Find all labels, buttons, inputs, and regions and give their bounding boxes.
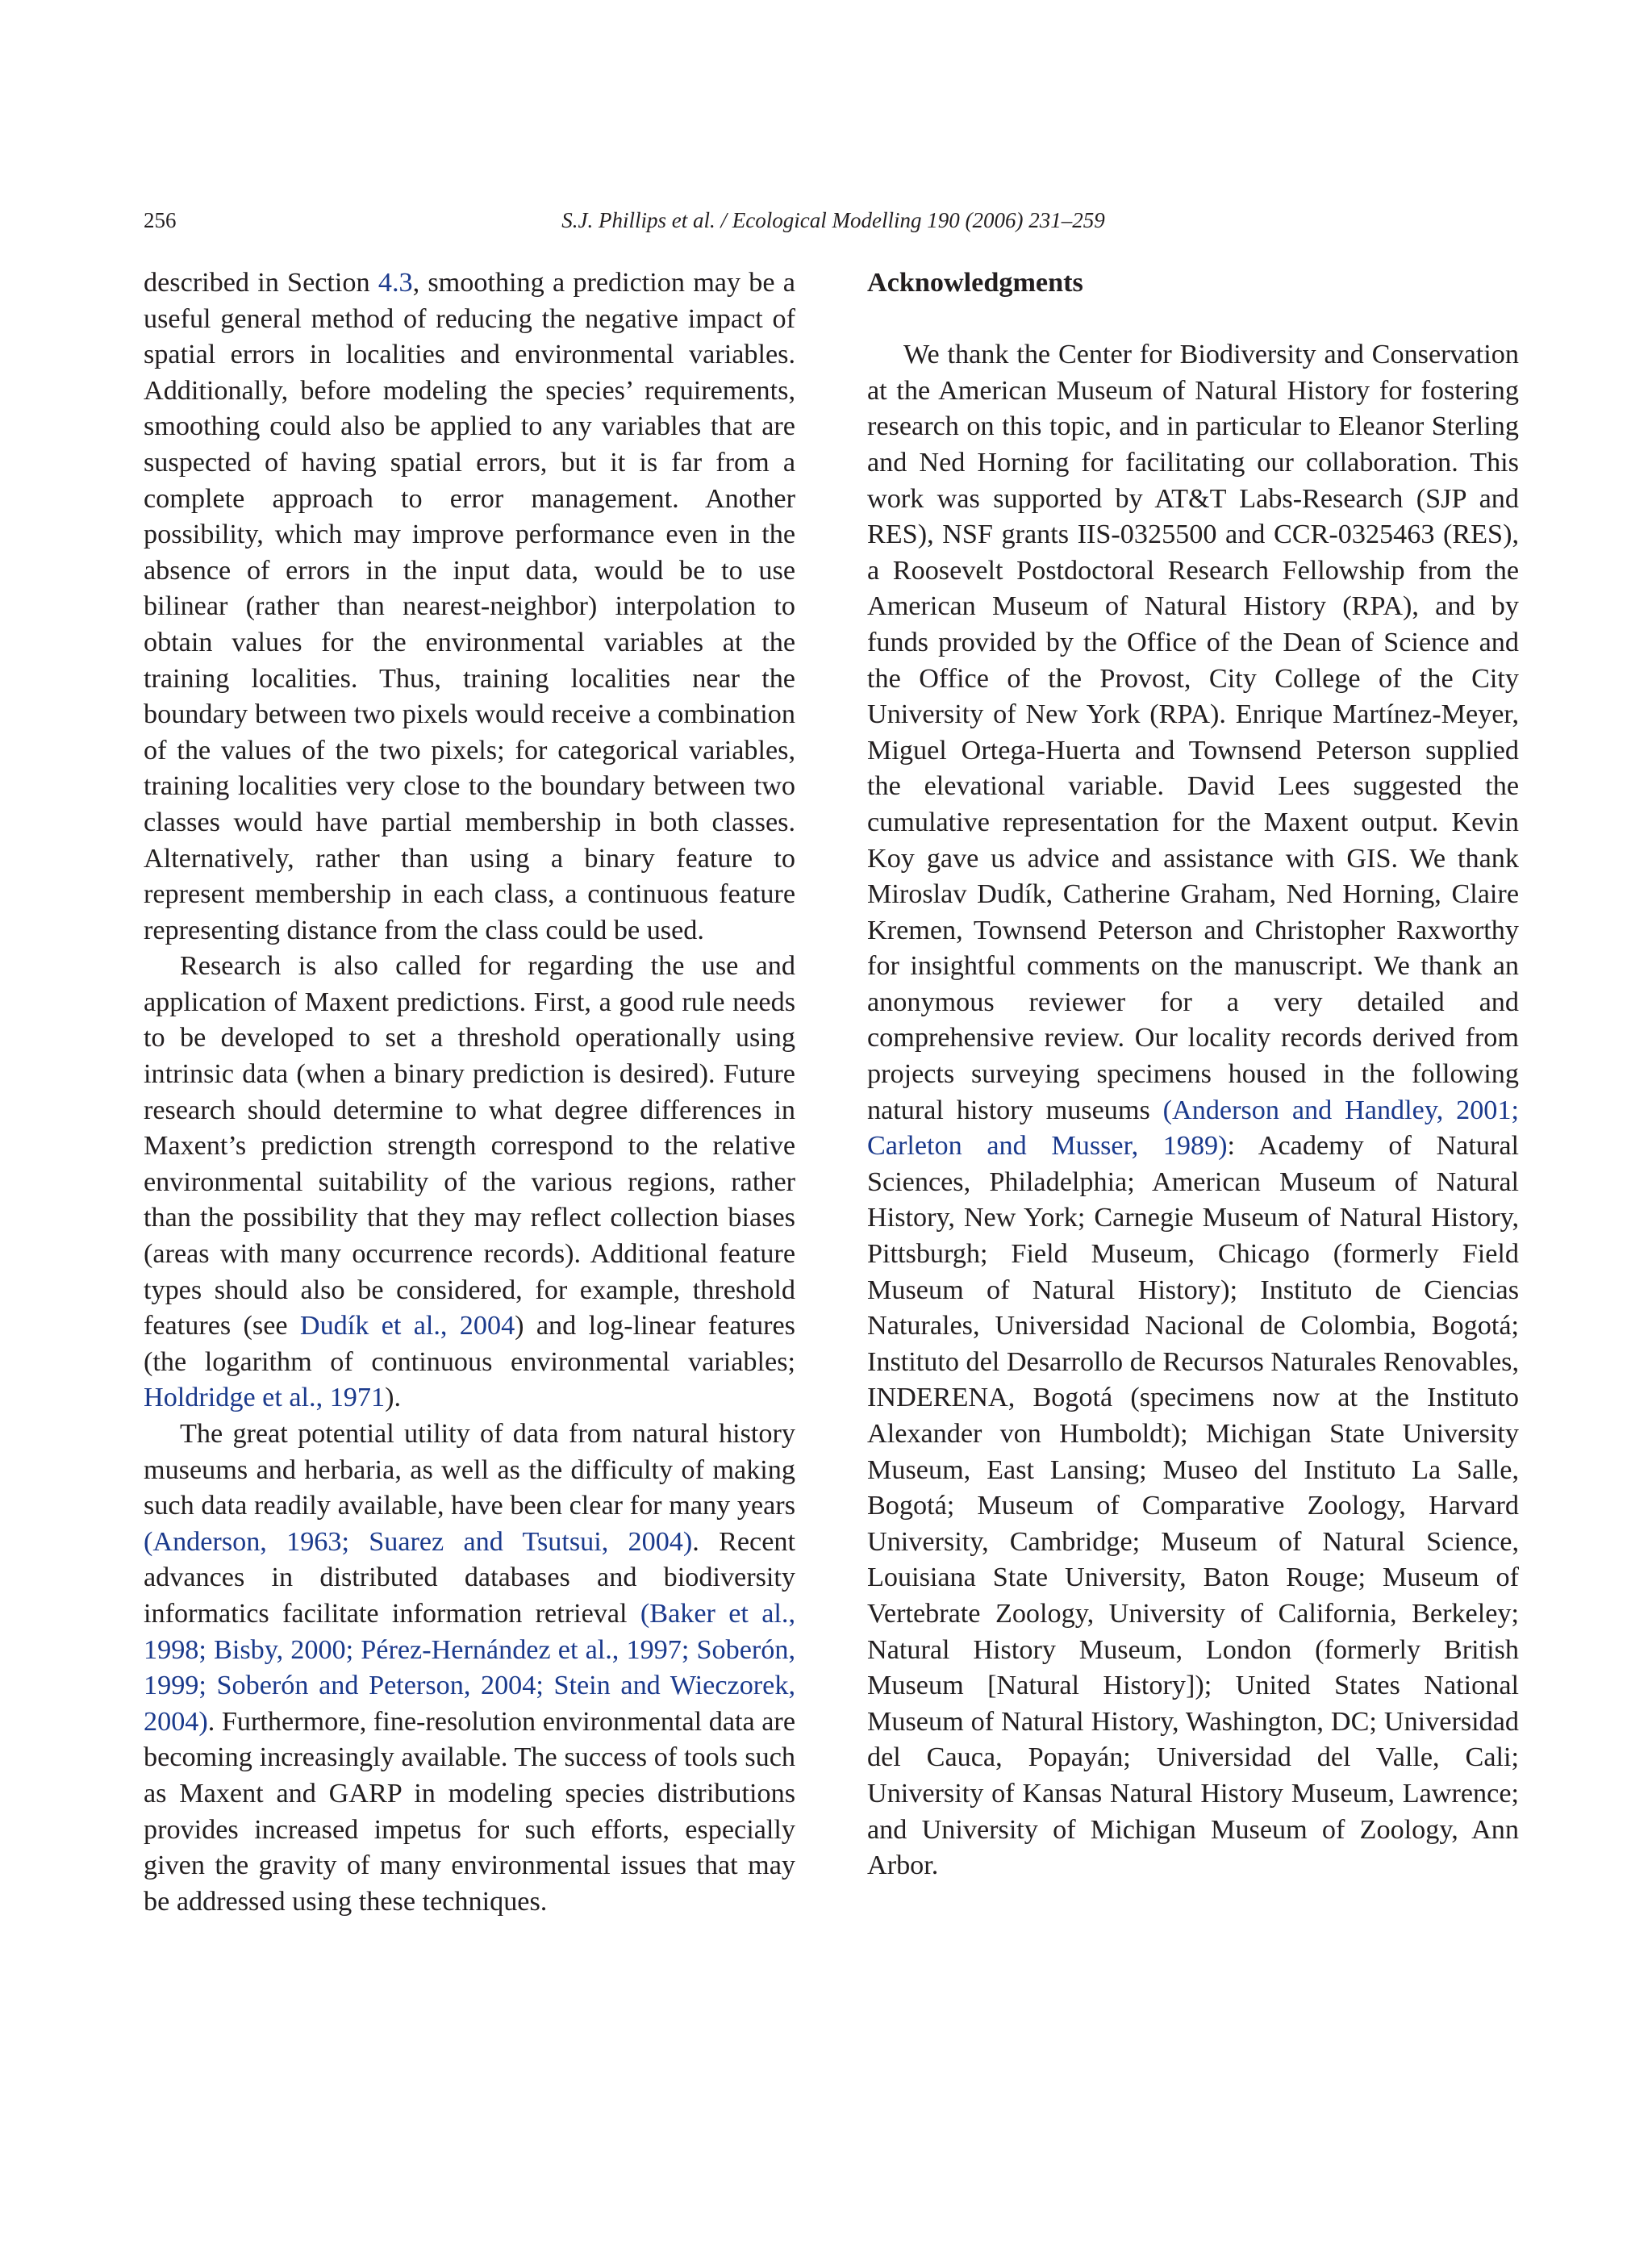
text: . Recent advances in distributed databases and biodiversity informatics facilitate information retrieval <box>144 1526 796 1629</box>
text: ). <box>385 1383 402 1413</box>
citation-link[interactable]: Dudík et al., 2004 <box>299 1311 515 1341</box>
citation-link[interactable]: (Anderson, 1963; Suarez and Tsutsui, 2004) <box>144 1526 693 1557</box>
left-paragraph-3 <box>144 1416 795 1920</box>
left-paragraph-1 <box>144 265 795 949</box>
citation-link[interactable]: (Anderson and Handley, 2001; Carleton and Musser, 1989) <box>867 1095 1519 1162</box>
text: We thank the Center for Biodiversity and Conservation at the American Museum of Natural History for fostering research on this topic, and in particular to Eleanor Sterling and Ned Horning for facilitating our collaboration. This work was supported by AT&T Labs-Research (SJP and RES), NSF grants IIS-0325500 and CCR-0325463 (RES), a Roosevelt Postdoctoral Research Fellowship from the American Museum of Natural History (RPA), and by funds provided by the Office of the Dean of Science and the Office of the Provost, City College of the City University of New York (RPA). Enrique Martínez-Meyer, Miguel Ortega-Huerta and Townsend Peterson supplied the elevational variable. David Lees suggested the cumulative representation for the Maxent output. Kevin Koy gave us advice and assistance with GIS. We thank Miroslav Dudík, Catherine Graham, Ned Horning, Claire Kremen, Townsend Peterson and Christopher Raxworthy for insightful comments on the manuscript. We thank an anonymous reviewer for a very detailed and comprehensive review. Our locality records derived from projects surveying specimens housed in the following natural history museums <box>867 340 1519 1125</box>
acknowledgments-heading: Acknowledgments <box>867 268 1083 298</box>
right-column <box>867 265 1519 1884</box>
citation-link[interactable]: Holdridge et al., 1971 <box>144 1383 386 1413</box>
text: . Furthermore, fine-resolution environmental data are becoming increasingly available. The success of tools such as Maxent and GARP in modeling species distributions provides increased impetus for such efforts, especially given the gravity of many environmental issues that may be addressed using these techniques. <box>144 1706 795 1917</box>
acknowledgments-paragraph <box>867 337 1519 1884</box>
left-paragraph-2 <box>144 949 795 1416</box>
citation-link[interactable]: (Baker et al., 1998; Bisby, 2000; Pérez-Hernández et al., 1997; Soberón, 1999; Soberón and Peterson, 2004; Stein and Wieczorek, 2004) <box>144 1598 796 1737</box>
text: : Academy of Natural Sciences, Philadelphia; American Museum of Natural History, New York; Carnegie Museum of Natural History, Pittsburgh; Field Museum, Chicago (formerly Field Museum of Natural History); Instituto de Ciencias Naturales, Universidad Nacional de Colombia, Bogotá; Instituto del Desarrollo de Recursos Naturales Renovables, INDERENA, Bogotá (specimens now at the Instituto Alexander von Humboldt); Michigan State University Museum, East Lansing; Museo del Instituto La Salle, Bogotá; Museum of Comparative Zoology, Harvard University, Cambridge; Museum of Natural Science, Louisiana State University, Baton Rouge; Museum of Vertebrate Zoology, University of California, Berkeley; Natural History Museum, London (formerly British Museum [Natural History]); United States National Museum of Natural History, Washington, DC; Universidad del Cauca, Popayán; Universidad del Valle, Cali; University of Kansas Natural History Museum, Lawrence; and University of Michigan Museum of Zoology, Ann Arbor. <box>867 1131 1519 1881</box>
text: described in Section <box>144 268 378 298</box>
page-number: 256 <box>144 208 177 232</box>
section-link[interactable]: 4.3 <box>378 268 413 298</box>
left-column <box>144 265 795 1920</box>
text: ) and log-linear features (the logarithm of continuous environmental variables; <box>144 1311 795 1377</box>
text: , smoothing a prediction may be a useful general method of reducing the negative impact of spatial errors in localities and environmental variables. Additionally, before modeling the species’ requirements, smoothing could also be applied to any variables that are suspected of having spatial errors, but it is far from a complete approach to error management. Another possibility, which may improve performance even in the absence of errors in the input data, would be to use bilinear (rather than nearest-neighbor) interpolation to obtain values for the environmental variables at the training localities. Thus, training localities near the boundary between two pixels would receive a combination of the values of the two pixels; for categorical variables, training localities very close to the boundary between two classes would have partial membership in both classes. Alternatively, rather than using a binary feature to represent membership in each class, a continuous feature representing distance from the class could be used. <box>144 268 795 945</box>
running-head: S.J. Phillips et al. / Ecological Modelling 190 (2006) 231–259 <box>561 208 1105 232</box>
text: Research is also called for regarding the use and application of Maxent predictions. First, a good rule needs to be developed to set a threshold operationally using intrinsic data (when a binary prediction is desired). Future research should determine to what degree differences in Maxent’s prediction strength correspond to the relative environmental suitability of the various regions, rather than the possibility that they may reflect collection biases (areas with many occurrence records). Additional feature types should also be considered, for example, threshold features (see <box>144 951 795 1341</box>
text: The great potential utility of data from natural history museums and herbaria, as well as the difficulty of making such data readily available, have been clear for many years <box>144 1419 795 1521</box>
